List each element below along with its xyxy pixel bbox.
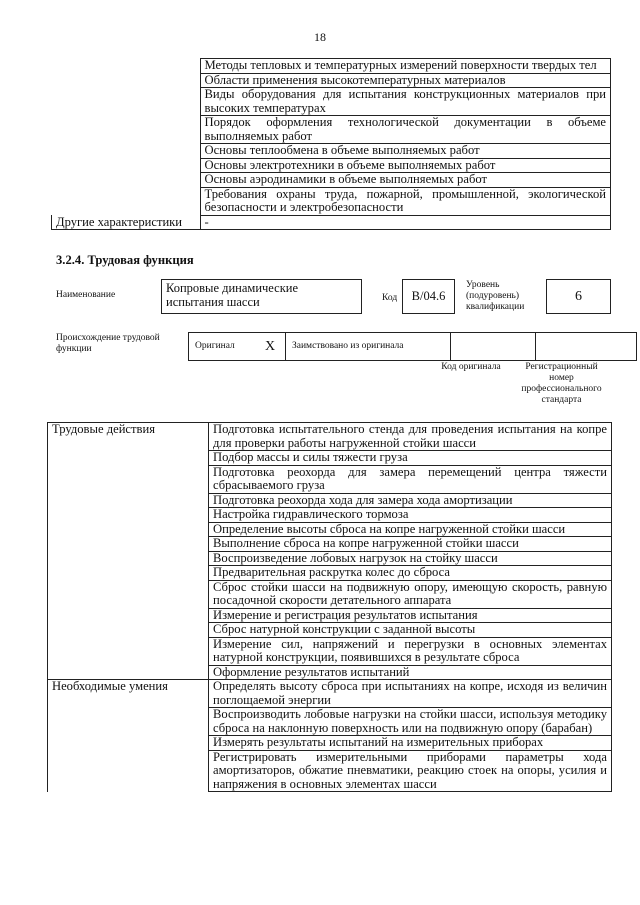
empty-label-cell <box>52 88 201 116</box>
labor-actions-label: Трудовые действия <box>48 423 209 680</box>
labor-action-row: Подбор массы и силы тяжести груза <box>209 451 612 466</box>
empty-label-cell <box>52 173 201 188</box>
origin-table <box>188 332 637 361</box>
labor-action-row: Подготовка реохорда для замера перемещений центра тяжести сбрасываемого груза <box>209 465 612 493</box>
original-label: Оригинал <box>189 333 260 361</box>
page-number: 18 <box>314 30 326 44</box>
knowledge-row: Порядок оформления технологической документации в объеме выполняемых работ <box>200 116 611 144</box>
labor-action-row: Измерение и регистрация результатов испытания <box>209 608 612 623</box>
name-label: Наименование <box>56 290 116 300</box>
empty-label-cell <box>52 116 201 144</box>
labor-action-row: Определение высоты сброса на копре нагруженной стойки шасси <box>209 522 612 537</box>
section-title: 3.2.4. Трудовая функция <box>56 253 194 267</box>
labor-action-row: Измерение сил, напряжений и перегрузки в основных элементах натурной конструкции, появившихся в результате сброса <box>209 637 612 665</box>
labor-action-row: Предварительная раскрутка колес до сброса <box>209 566 612 581</box>
original-mark: X <box>259 333 286 361</box>
code-label: Код <box>382 293 398 303</box>
knowledge-row: Требования охраны труда, пожарной, промышленной, экологической безопасности и электробезопасности <box>200 187 611 215</box>
skill-row: Измерять результаты испытаний на измерительных приборах <box>209 736 612 751</box>
code-original-label: Код оригинала <box>441 362 501 372</box>
knowledge-row: Области применения высокотемпературных материалов <box>200 73 611 88</box>
level-label: Уровень (подуровень) квалификации <box>466 280 525 312</box>
labor-action-row: Подготовка испытательного стенда для проведения испытания на копре для проверки работы нагруженной стойки шасси <box>209 423 612 451</box>
labor-action-row: Настройка гидравлического тормоза <box>209 508 612 523</box>
other-characteristics-value: - <box>200 215 611 230</box>
borrowed-label: Заимствовано из оригинала <box>286 333 451 361</box>
code-original-cell <box>451 333 536 361</box>
knowledge-row: Основы электротехники в объеме выполняемых работ <box>200 158 611 173</box>
labor-action-row: Выполнение сброса на копре нагруженной стойки шасси <box>209 537 612 552</box>
labor-action-row: Сброс натурной конструкции с заданной высоты <box>209 623 612 638</box>
skills-label: Необходимые умения <box>48 680 209 792</box>
knowledge-row: Виды оборудования для испытания конструкционных материалов при высоких температурах <box>200 88 611 116</box>
level-value-box: 6 <box>546 279 611 314</box>
labor-action-row: Оформление результатов испытаний <box>209 665 612 680</box>
labor-function-table <box>47 422 612 792</box>
labor-action-row: Воспроизведение лобовых нагрузок на стойку шасси <box>209 551 612 566</box>
function-name-box: Копровые динамические испытания шасси <box>161 279 362 314</box>
skill-row: Регистрировать измерительными приборами параметры хода амортизаторов, обжатие пневматики, реакцию стоек на опоры, усилия и напряжения в основных элементах шасси <box>209 750 612 792</box>
empty-label-cell <box>52 144 201 159</box>
knowledge-row: Основы аэродинамики в объеме выполняемых работ <box>200 173 611 188</box>
empty-label-cell <box>52 158 201 173</box>
empty-label-cell <box>52 59 201 74</box>
labor-action-row: Сброс стойки шасси на подвижную опору, имеющую скорость, равную посадочной скорости детательного аппарата <box>209 580 612 608</box>
reg-number-cell <box>536 333 637 361</box>
labor-action-row: Подготовка реохорда хода для замера хода амортизации <box>209 493 612 508</box>
function-code-box: В/04.6 <box>402 279 455 314</box>
skill-row: Воспроизводить лобовые нагрузки на стойки шасси, используя методику сброса на наклонную поверхность или на подвижную опору (барабан) <box>209 708 612 736</box>
reg-number-label: Регистрационный номер профессионального стандарта <box>521 362 602 405</box>
knowledge-table <box>51 58 611 230</box>
skill-row: Определять высоту сброса при испытаниях на копре, исходя из величин поглощаемой энергии <box>209 680 612 708</box>
knowledge-row: Методы тепловых и температурных измерений поверхности твердых тел <box>200 59 611 74</box>
knowledge-row: Основы теплообмена в объеме выполняемых работ <box>200 144 611 159</box>
origin-label: Происхождение трудовой функции <box>56 333 160 354</box>
empty-label-cell <box>52 187 201 215</box>
empty-label-cell <box>52 73 201 88</box>
other-characteristics-label: Другие характеристики <box>52 215 201 230</box>
